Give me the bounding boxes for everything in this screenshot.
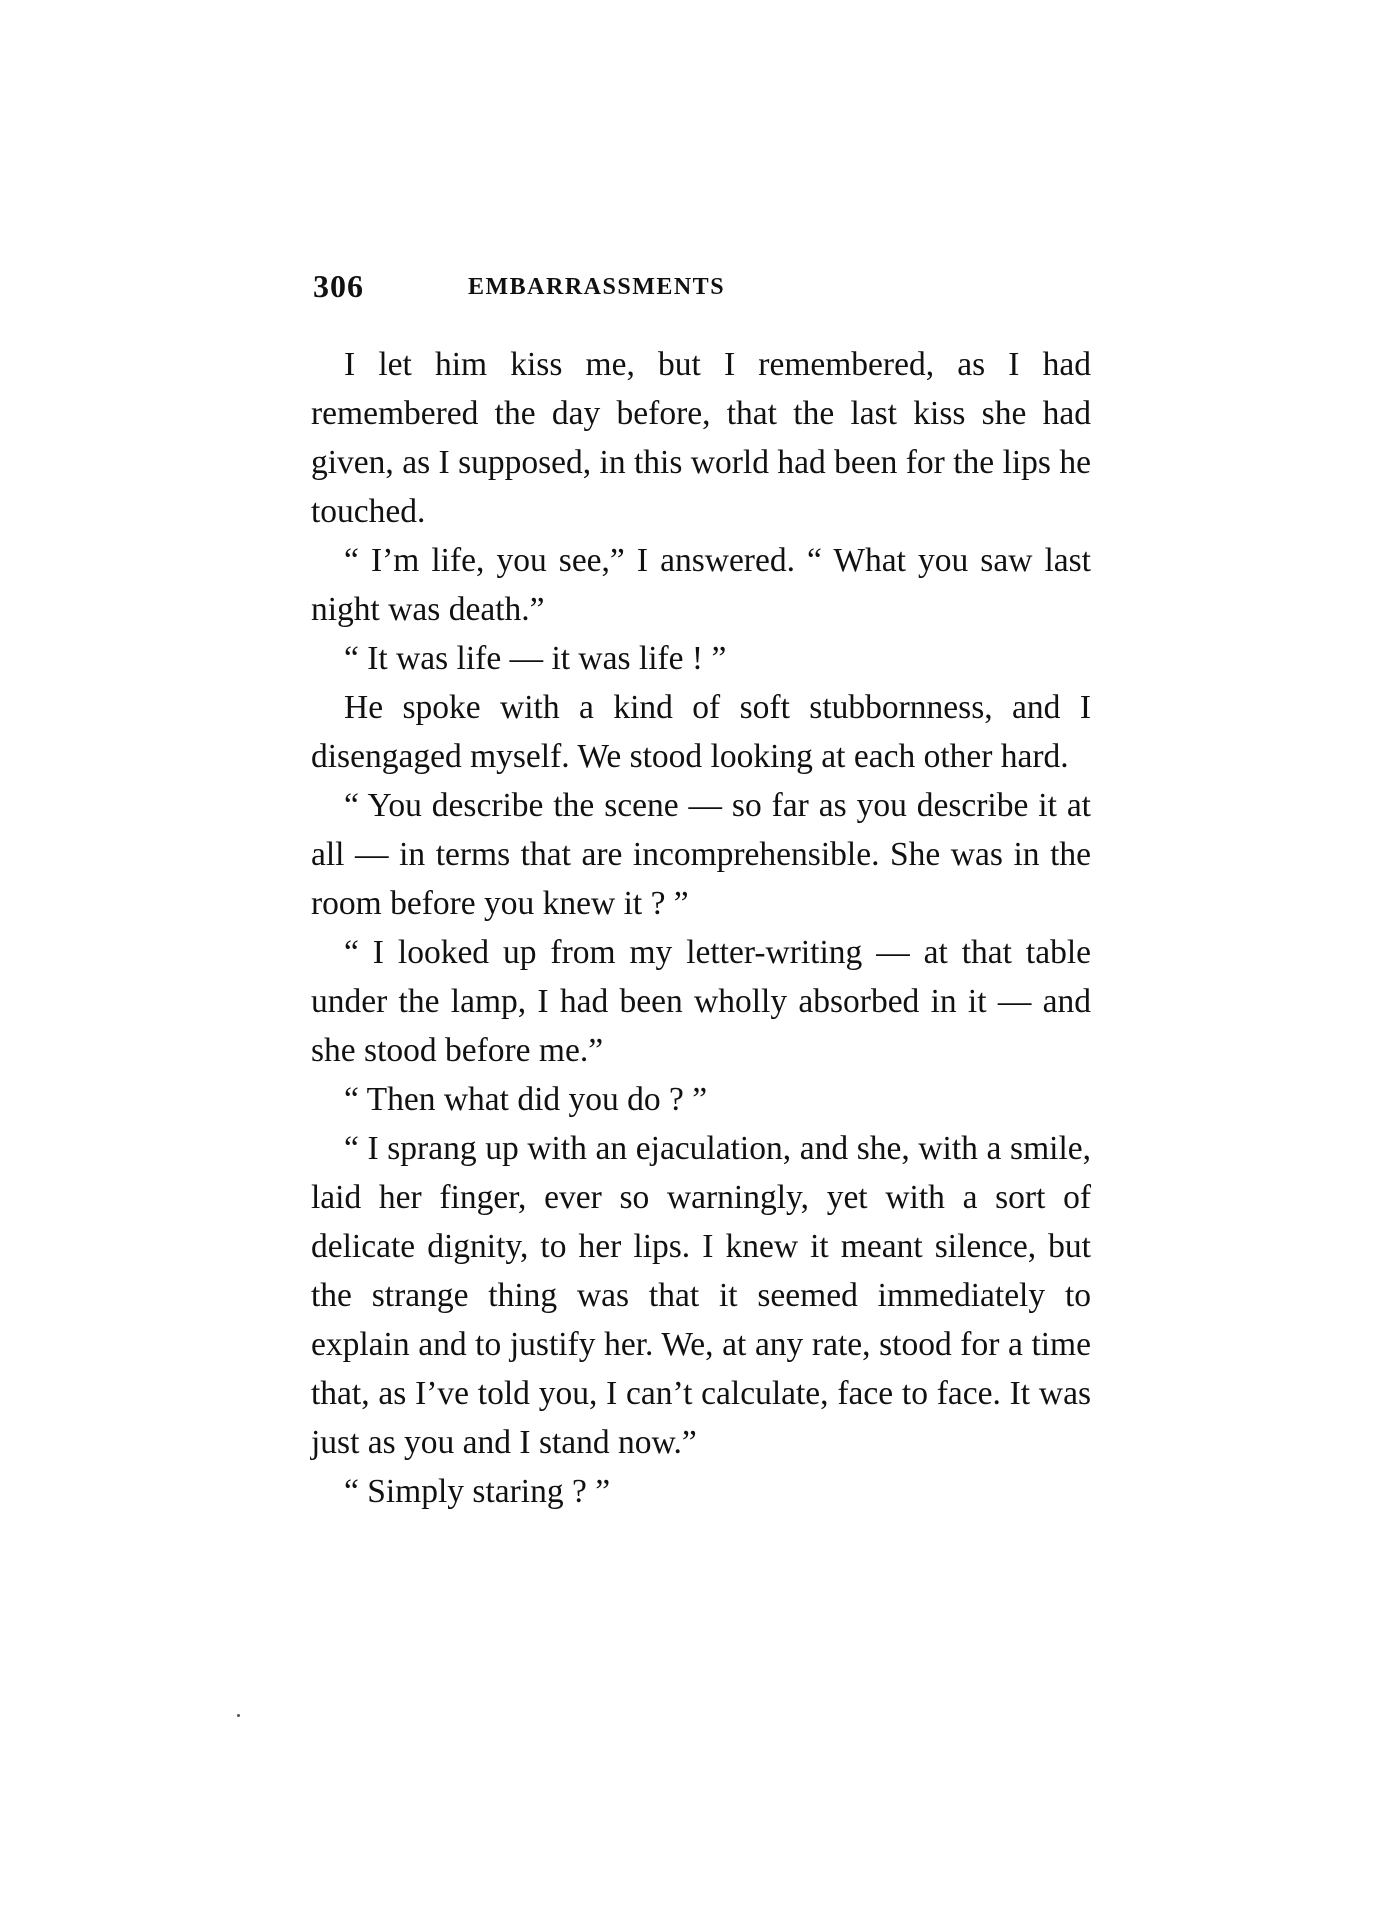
- paragraph: He spoke with a kind of soft stubbornness, and I disengaged myself. We stood looking at each other hard.: [311, 689, 1091, 775]
- paragraph: “ Then what did you do ? ”: [344, 1081, 708, 1118]
- body-text: [311, 340, 1091, 1516]
- paragraph: I let him kiss me, but I remembered, as I had remembered the day before, that the last kiss she had given, as I supposed, in this world had been for the lips he touched.: [311, 346, 1091, 530]
- paragraph: “ I looked up from my letter-writing — at that table under the lamp, I had been wholly absorbed in it — and she stood before me.”: [311, 934, 1091, 1069]
- running-title: EMBARRASSMENTS: [468, 274, 726, 300]
- paragraph: “ I’m life, you see,” I answered. “ What you saw last night was death.”: [311, 542, 1091, 628]
- paragraph: “ I sprang up with an ejaculation, and she, with a smile, laid her finger, ever so warningly, yet with a sort of delicate dignity, to her lips. I knew it meant silence, but the strange thing was that it seemed immediately to explain and to justify her. We, at any rate, stood for a time that, as I’ve told you, I can’t calculate, face to face. It was just as you and I stand now.”: [311, 1130, 1091, 1461]
- running-head: [313, 268, 1093, 318]
- paragraph: “ Simply staring ? ”: [344, 1473, 611, 1510]
- page-number: 306: [313, 268, 364, 304]
- print-speck: [237, 1714, 240, 1717]
- paragraph: “ You describe the scene — so far as you describe it at all — in terms that are incomprehensible. She was in the room before you knew it ? ”: [311, 787, 1091, 922]
- paragraph: “ It was life — it was life ! ”: [344, 640, 727, 677]
